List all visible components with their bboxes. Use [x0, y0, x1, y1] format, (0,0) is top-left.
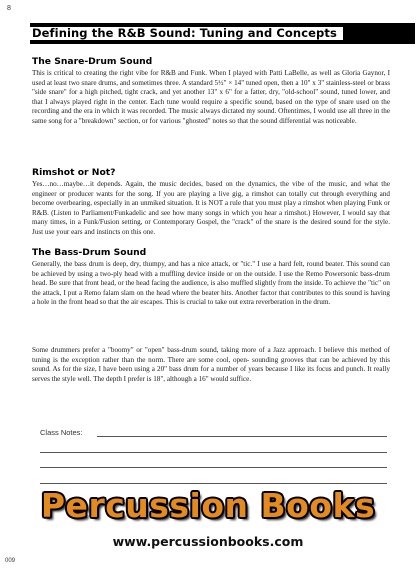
- class-notes-label: Class Notes:: [40, 428, 83, 437]
- notes-line[interactable]: [40, 452, 387, 453]
- section-heading-bass-drum: The Bass-Drum Sound: [32, 247, 147, 258]
- footer-code: 009: [5, 558, 16, 564]
- page-title: Defining the R&B Sound: Tuning and Concepts: [30, 27, 343, 40]
- section-text-snare: This is critical to creating the right vibe for R&B and Funk. When I played with Patti LaBelle, as well as Gloria Gaynor, I used at least two snare drums, and sometimes three. A standard 5½" × 14" tuned open, then a 10" x 3" stainless-steel or brass "side snare" for a high pitched, tight crack, and yet another 13" x 6" for a fatter, dry, "old-school" sound, tuned lower, and that I always played right in the center. Each tune would require a specific sound, based on the type of snare used on the recording and the era in which it was recorded. The music always dictated my sound. Oftentimes, I would use all three in the same song for a "breakdown" section, or for various "ghosted" notes so that the sound differential was noticeable.: [32, 69, 390, 125]
- notes-line[interactable]: [40, 467, 387, 468]
- section-heading-snare: The Snare-Drum Sound: [32, 56, 153, 67]
- notes-line[interactable]: [40, 483, 387, 484]
- title-bar: [30, 23, 415, 44]
- section-text-rimshot: Yes…no…maybe…it depends. Again, the music decides, based on the dynamics, the vibe of the music, and what the engineer or producer wants for the song. If you are playing a live gig, a rimshot can totally cut through everything and become overbearing, especially in an unmiked situation. It is NOT a rule that you must play a rimshot when playing Funk or R&B. (Listen to Parliament/Funkadelic and see how many songs in which you hear a rimshot.) However, I would say that many times, in a Funk/Fusion setting, or Contemporary Gospel, the "crack" of the snare is the desired sound for the style. Just use your ears and instincts on this one.: [32, 180, 390, 236]
- publisher-logo-text: Percussion Books: [40, 486, 376, 525]
- publisher-url[interactable]: www.percussionbooks.com: [112, 534, 304, 549]
- section-text-bass-drum: Generally, the bass drum is deep, dry, thumpy, and has a nice attack, or "tic." I use a hard felt, round beater. This sound can be achieved by using a two-ply head with a muffling device inside or on the outside. I use the Remo Powersonic bass-drum head. Be sure that front head, or the head facing the audience, is also muffled slightly from the inside. To achieve the "tic" on the attack, I put a Remo falam slam on the head where the beater hits. Another factor that contributes to this sound is having a hole in the front head so that the air escapes. This is crucial to take out extra reverberation in the drum.: [32, 260, 390, 307]
- notes-line[interactable]: [97, 436, 387, 437]
- page-number: 8: [7, 5, 11, 12]
- publisher-banner: [0, 486, 416, 573]
- section-text-bass-drum-2: Some drummers prefer a "boomy" or "open" bass-drum sound, taking more of a Jazz approach. I believe this method of tuning is the exception rather than the norm. There are some cool, open- sounding grooves that can be achieved by this sound. As for the size, I have been using a 20" bass drum for a number of years because I like its focus and punch. It really serves the style well. The depth I prefer is 18", although a 16" would suffice.: [32, 346, 390, 383]
- section-heading-rimshot: Rimshot or Not?: [32, 167, 116, 178]
